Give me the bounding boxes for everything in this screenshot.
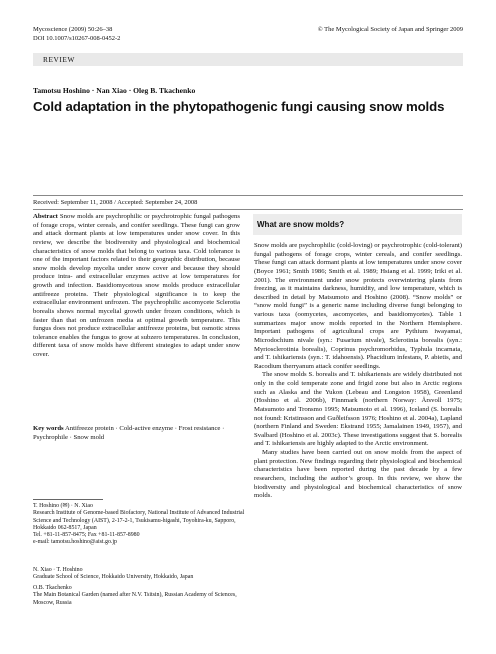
journal-citation <box>33 26 120 43</box>
affiliation-phone: Tel. +81-11-857-8475; Fax +81-11-857-8980 <box>33 532 140 539</box>
keywords-label: Key words <box>33 425 64 432</box>
abstract <box>33 213 240 360</box>
article-title: Cold adaptation in the phytopathogenic fungi causing snow molds <box>33 99 445 114</box>
abstract-text: Snow molds are psychrophilic or psychrotrophic fungal pathogens of forage crops, winter cereals, and conifer seedlings. These fungi can grow and attack dormant plants at low temperatures under snow cover. In this review, we describe the biodiversity and physiological and biochemical characteristics of snow molds that belong to various taxa. Cold tolerance is one of the important factors related to their geographic distribution, because snow molds develop mycelia under snow cover and because they should produce intra- and extracellular enzymes active at low temperatures for growth and infection. Basidiomycetous snow molds produce extracellular antifreeze proteins. Their physiological significance is to keep the extracellular environment unfrozen. The psychrophilic ascomycete Sclerotia borealis shows normal mycelial growth under frozen conditions, which is faster than that on unfrozen media at optimal growth temperature. This fungus does not produce extracellular antifreeze proteins, but osmotic stress tolerance enables the fungus to grow at subzero temperatures. In conclusion, different taxa of snow molds have different strategies to adapt under snow cover. <box>33 213 240 358</box>
body-paragraph: The snow molds S. borealis and T. ishikariensis are widely distributed not only in the cold temperate zone and frigid zone but also in Arctic regions such as Alaska and the Yukon (Lebeau and Longston 1958), Greenland (Hoshino et al. 2006b), Finnmark (northern Norway: Årsvoll 1975; Matsumoto and Tronsmo 1995; Matsumoto et al. 1996), Iceland (S. borealis not found: Kristinsson and Guðleifsson 1976; Hoshino et al. 2004a), Lapland (northern Finland and Sweden: Ekstrand 1955; Jamalainen 1949, 1957), and Svalbard (Hoshino et al. 2003c). These investigations suggest that S. borealis and T. ishikariensis are highly adapted to the Arctic environment. <box>254 371 462 448</box>
author-list: Tamotsu Hoshino · Nan Xiao · Oleg B. Tkachenko <box>33 86 196 95</box>
body-paragraph: Snow molds are psychrophilic (cold-loving) or psychrotrophic (cold-tolerant) fungal pathogens of forage crops, winter cereals, and conifer seedlings. These fungi can attack dormant plants at low temperatures under snow cover (Boyce 1961; Smith 1986; Smith et al. 1989; Hsiang et al. 1999; Iriki et al. 2001). The environment under snow protects overwintering plants from freezing, as it maintains darkness, humidity, and low temperature, which is described in detail by Matsumoto and Hoshino (2008). “Snow molds” or “snow mold fungi” is a generic name including diverse fungi belonging to various taxa (oomycetes, ascomycetes, and basidiomycetes). Table 1 summarizes major snow molds reported in the Northern Hemisphere. Important pathogens of agricultural crops are Pythium iwayamai, Microdochium nivale (syn.: Fusarium nivale), Sclerotinia borealis (syn.: Myriosclerotinia borealis), Coprinus psychromorbidus, Typhula incarnata, and T. ishikariensis (syn.: T. idahoensis). Phacidium infestans, P. abietis, and Racodium therryanum attack conifer seedlings. <box>254 242 462 370</box>
affiliation-block-1 <box>33 503 248 547</box>
affiliation-address: Graduate School of Science, Hokkaido University, Hokkaido, Japan <box>33 574 194 581</box>
keywords <box>33 425 240 442</box>
affiliation-email: e-mail: tamotsu.hoshino@aist.go.jp <box>33 539 117 546</box>
affiliation-authors: O.B. Tkachenko <box>33 585 72 591</box>
body-paragraph: Many studies have been carried out on snow molds from the aspect of plant protection. New findings regarding their physiological and biochemical characteristics have been reported during the past decade by a few researchers, including the author’s group. In this review, we show the biodiversity and physiological and biochemical characteristics of snow molds. <box>254 449 462 500</box>
keywords-text: Antifreeze protein · Cold-active enzyme · Frost resistance · Psychrophile · Snow mold <box>33 425 225 441</box>
journal-volume: Mycoscience (2009) 50:26–38 <box>33 26 113 33</box>
abstract-label: Abstract <box>33 213 58 220</box>
affiliation-address: Research Institute of Genome-based Biofactory, National Institute of Advanced Industrial Science and Technology (AIST), 2-17-2-1, Tsukisamu-higashi, Toyohira-ku, Sapporo, Hokkaido 062-8517, Japan <box>33 510 245 531</box>
section-heading-box <box>253 214 462 235</box>
received-accepted-dates: Received: September 11, 2008 / Accepted: September 24, 2008 <box>33 199 198 206</box>
affiliation-authors: T. Hoshino (✉) · N. Xiao <box>33 503 93 509</box>
affiliation-address: The Main Botanical Garden (named after N.V. Tsitsin), Russian Academy of Sciences, Moscow, Russia <box>33 592 237 606</box>
section-type-bar <box>33 53 463 66</box>
section-heading: What are snow molds? <box>257 220 345 229</box>
divider <box>33 195 463 196</box>
section-body <box>254 242 462 501</box>
affiliation-authors: N. Xiao · T. Hoshino <box>33 567 83 573</box>
section-type-label: REVIEW <box>43 55 75 64</box>
journal-doi: DOI 10.1007/s10267-008-0452-2 <box>33 34 121 42</box>
copyright-notice: © The Mycological Society of Japan and Springer 2009 <box>317 26 463 33</box>
affiliation-block-3 <box>33 585 248 607</box>
divider <box>33 209 463 210</box>
affiliation-block-2 <box>33 567 248 582</box>
footnote-rule <box>33 499 103 500</box>
